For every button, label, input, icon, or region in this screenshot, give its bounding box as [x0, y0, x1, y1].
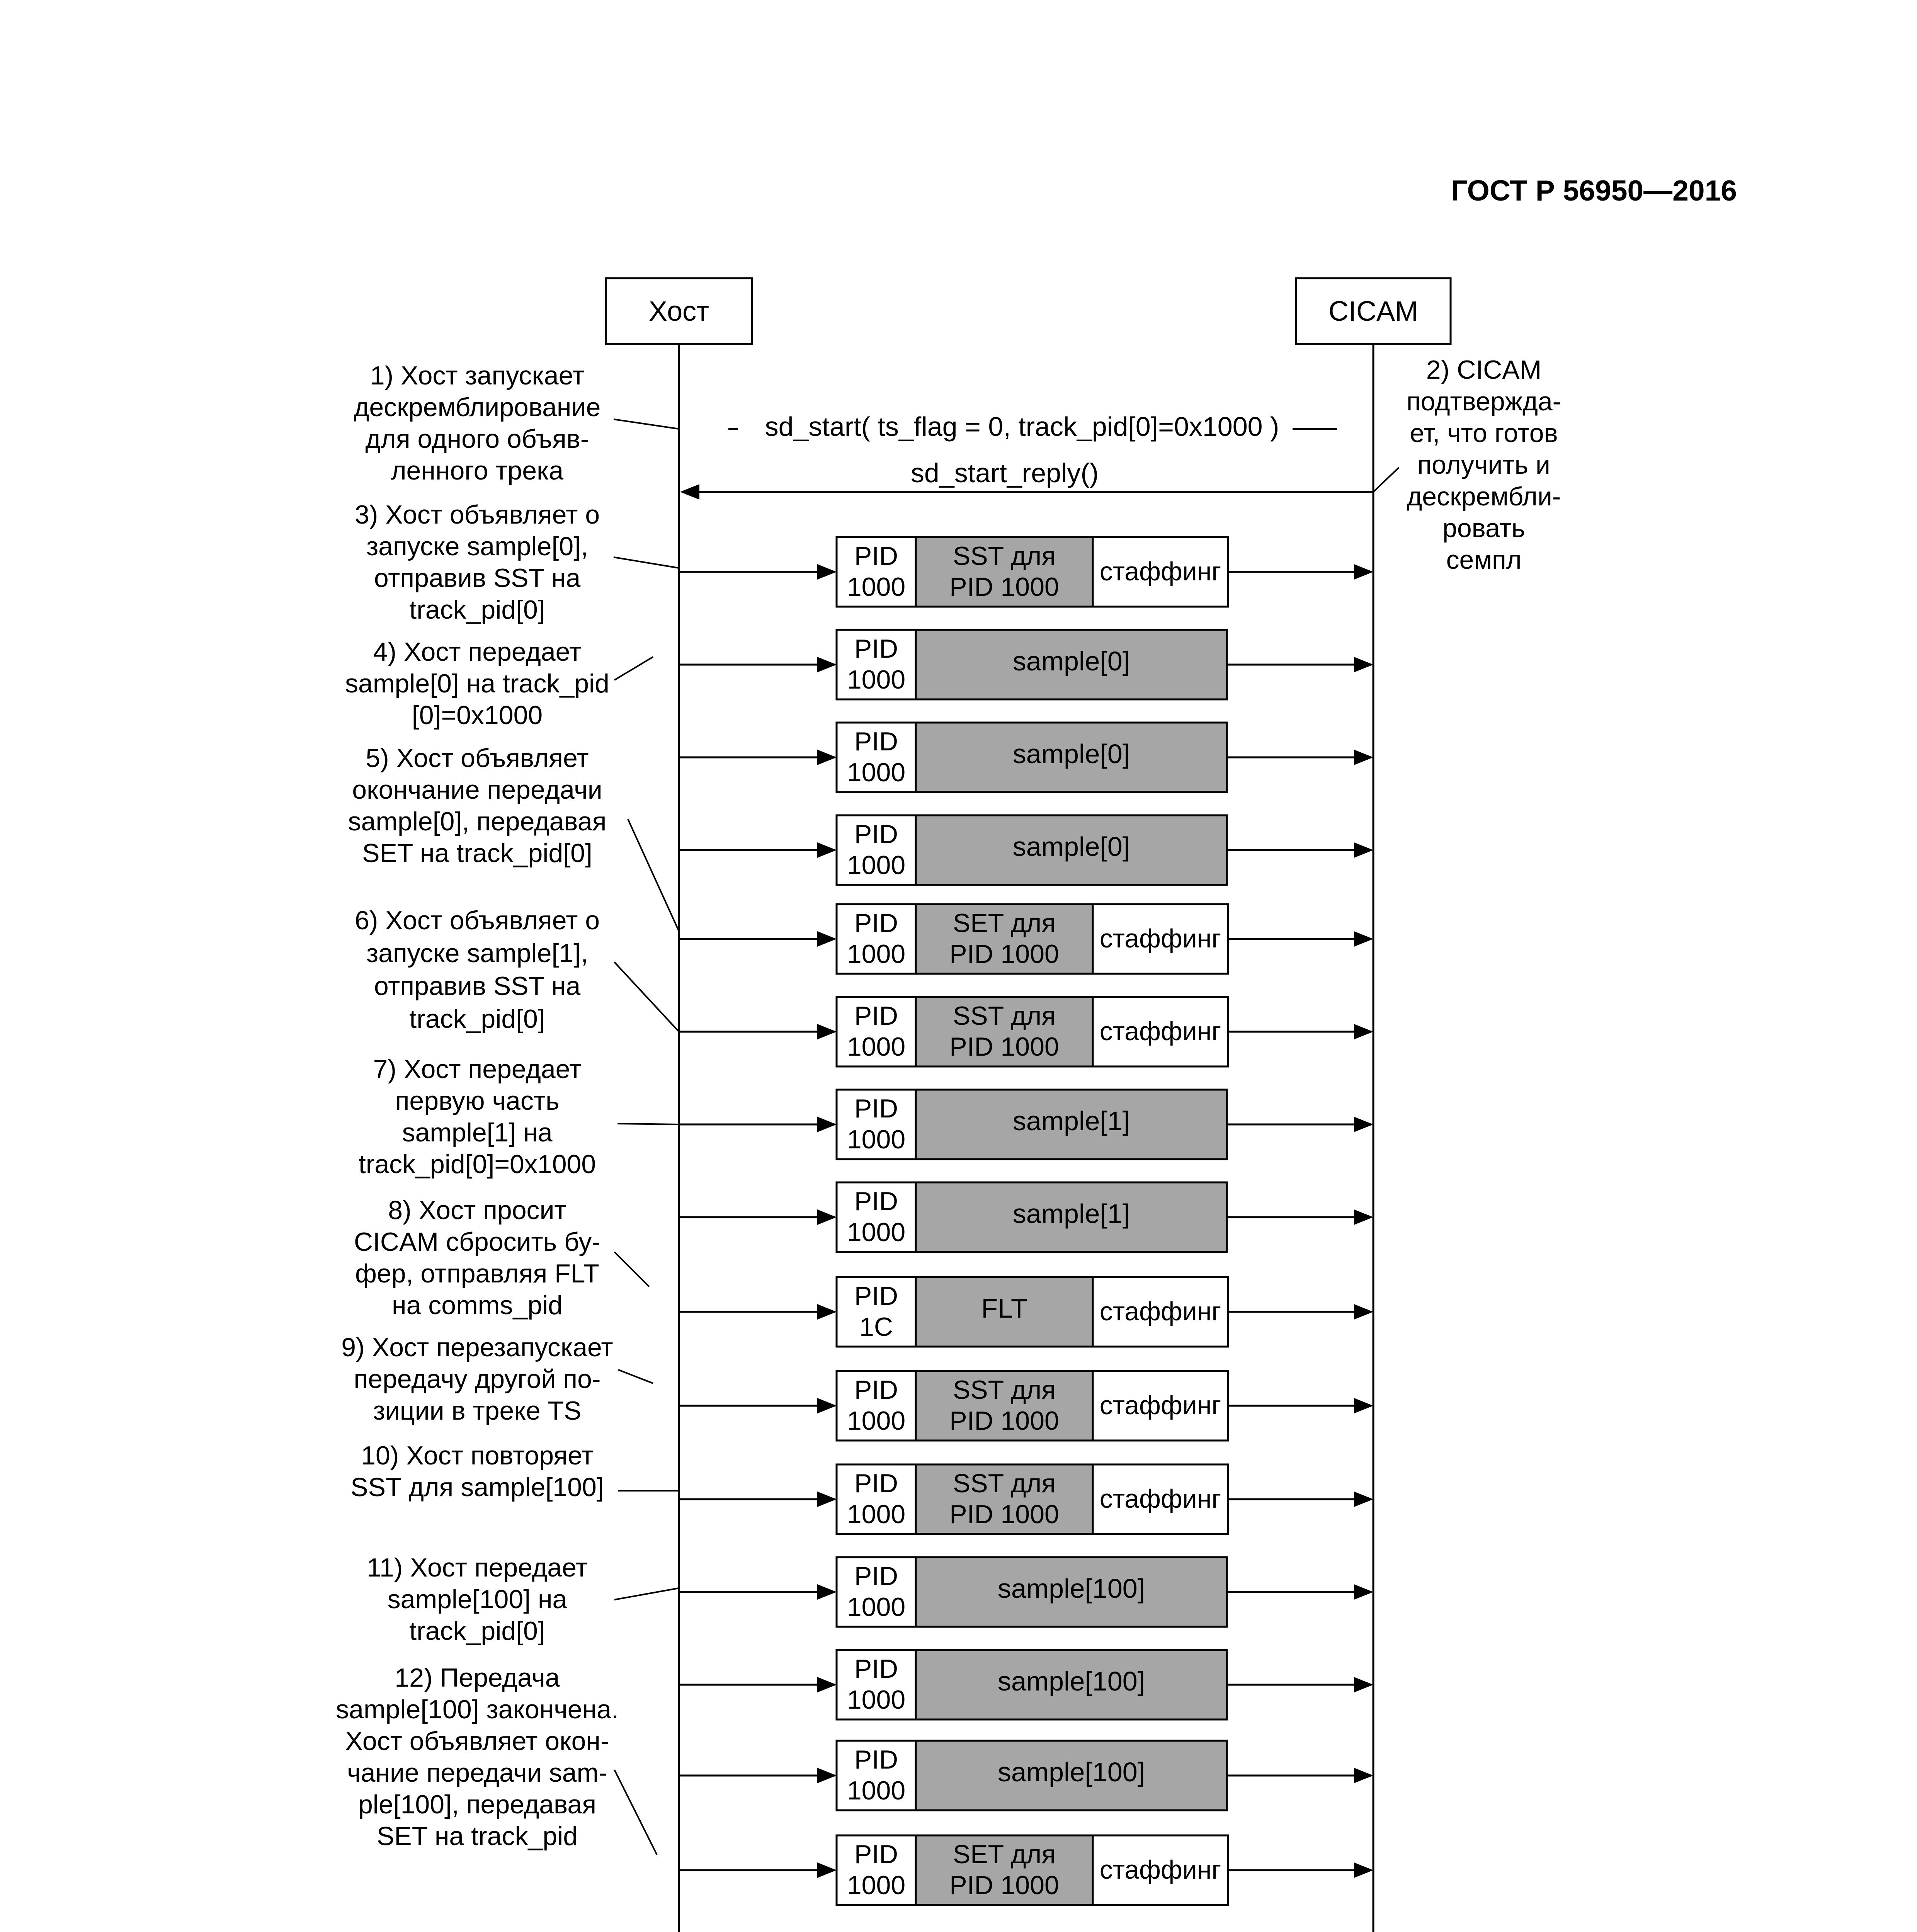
- pid-text: PID: [854, 1654, 898, 1684]
- pid-text: 1000: [847, 1592, 906, 1622]
- pid-text: 1000: [847, 1685, 906, 1714]
- left-annotation: [341, 1333, 613, 1425]
- left-annotation-line: sample[1] на: [402, 1118, 553, 1147]
- packet-row: [679, 630, 1371, 699]
- pid-text: PID: [854, 1561, 898, 1591]
- sd-start-label: sd_start( ts_flag = 0, track_pid[0]=0x1000 ): [765, 412, 1279, 442]
- payload-text: PID 1000: [949, 939, 1059, 969]
- pid-text: 1000: [847, 1776, 906, 1805]
- host-label: Хост: [648, 296, 709, 327]
- pid-text: PID: [854, 541, 898, 571]
- pid-text: 1000: [847, 1125, 906, 1154]
- left-annotation: [355, 906, 600, 1034]
- payload-text: sample[0]: [1012, 646, 1130, 676]
- payload-text: SST для: [953, 1469, 1056, 1498]
- pid-text: PID: [854, 1187, 898, 1216]
- packet-row: [679, 1557, 1371, 1627]
- left-annotation-line: отправив SST на: [374, 563, 581, 593]
- leader-line: [614, 1588, 679, 1600]
- left-annotation-line: первую часть: [395, 1086, 560, 1116]
- packet-row: [679, 1835, 1371, 1905]
- left-annotation-line: 3) Хост объявляет о: [354, 500, 600, 529]
- pid-text: 1000: [847, 1406, 906, 1435]
- left-annotation-line: 10) Хост повторяет: [361, 1441, 594, 1470]
- host-lifeline-header: [606, 278, 752, 344]
- payload-text: SST для: [953, 1375, 1056, 1405]
- leader-line: [1373, 468, 1399, 492]
- pid-text: 1000: [847, 850, 906, 880]
- left-annotation: [359, 1054, 596, 1179]
- leader-line: [618, 1370, 653, 1383]
- right-annotation-line: ровать: [1442, 514, 1525, 543]
- left-annotation-line: SST для sample[100]: [350, 1473, 604, 1502]
- left-annotation-line: track_pid[0]: [409, 595, 545, 624]
- payload-text: sample[100]: [997, 1666, 1145, 1696]
- payload-text: PID 1000: [949, 1871, 1059, 1900]
- right-annotation-line: 2) CICAM: [1426, 355, 1542, 384]
- leader-line: [628, 819, 679, 931]
- pid-text: 1000: [847, 1871, 906, 1900]
- right-annotation-line: дескрембли-: [1407, 482, 1561, 511]
- left-annotation-line: sample[0] на track_pid: [345, 669, 609, 698]
- payload-text: sample[1]: [1012, 1106, 1130, 1136]
- pid-text: 1000: [847, 1500, 906, 1529]
- packet-row: [679, 997, 1371, 1066]
- pid-text: PID: [854, 1840, 898, 1869]
- left-annotation-line: дескремблирование: [354, 393, 601, 422]
- left-annotation-line: ленного трека: [391, 456, 564, 485]
- packet-row: [679, 815, 1371, 885]
- left-annotation-line: SET на track_pid[0]: [362, 838, 592, 868]
- left-annotation-line: на comms_pid: [392, 1291, 563, 1320]
- packet-row: [679, 1650, 1371, 1719]
- left-annotation-line: [0]=0x1000: [412, 701, 543, 730]
- packet-row: [679, 1741, 1371, 1810]
- right-annotation-line: семпл: [1446, 545, 1522, 575]
- left-annotation: [367, 1553, 588, 1646]
- packet-row: [679, 1371, 1371, 1440]
- left-annotation-line: SET на track_pid: [376, 1821, 578, 1851]
- packet-row: [679, 537, 1371, 607]
- left-annotation-line: track_pid[0]=0x1000: [358, 1150, 596, 1179]
- stuffing-text: стаффинг: [1099, 1297, 1221, 1326]
- left-annotation: [345, 637, 609, 730]
- pid-text: PID: [854, 1745, 898, 1774]
- left-annotation: [355, 500, 600, 624]
- left-annotation: [348, 743, 607, 868]
- left-annotation: [354, 1196, 600, 1320]
- left-annotation-line: чание передачи sam-: [347, 1758, 607, 1787]
- payload-text: PID 1000: [949, 1032, 1059, 1061]
- leader-line: [614, 962, 679, 1032]
- left-annotation-line: 4) Хост передает: [373, 637, 582, 667]
- stuffing-text: стаффинг: [1099, 924, 1221, 953]
- right-annotation-line: получить и: [1417, 450, 1550, 480]
- left-annotation: [336, 1663, 619, 1851]
- sd-start-message: [728, 412, 1337, 442]
- left-annotation-line: sample[100] закончена.: [336, 1695, 619, 1724]
- packet-row: [679, 1182, 1371, 1252]
- left-annotation-line: CICAM сбросить бу-: [354, 1227, 601, 1257]
- leader-line: [614, 1770, 657, 1855]
- left-annotation-line: 8) Хост просит: [388, 1196, 566, 1225]
- pid-text: PID: [854, 1001, 898, 1031]
- pid-text: PID: [854, 1375, 898, 1405]
- payload-text: sample[100]: [997, 1757, 1145, 1787]
- left-annotation-line: 5) Хост объявляет: [366, 743, 589, 773]
- payload-text: SST для: [953, 1001, 1056, 1031]
- right-annotations: [1407, 355, 1561, 575]
- right-annotation-line: подтвержда-: [1406, 387, 1561, 416]
- left-annotation-line: sample[100] на: [387, 1585, 567, 1614]
- pid-text: PID: [854, 820, 898, 849]
- pid-text: PID: [854, 1469, 898, 1498]
- left-annotation-line: 9) Хост перезапускает: [341, 1333, 613, 1362]
- pid-text: PID: [854, 634, 898, 663]
- payload-text: SST для: [953, 541, 1056, 571]
- left-annotation: [354, 361, 601, 485]
- sd-start-reply-message: [682, 458, 1373, 492]
- payload-text: PID 1000: [949, 1406, 1059, 1435]
- left-annotation-line: запуске sample[1],: [366, 939, 588, 968]
- stuffing-text: стаффинг: [1099, 1017, 1221, 1046]
- left-annotation-line: фер, отправляя FLT: [355, 1259, 599, 1288]
- left-annotation-line: 1) Хост запускает: [370, 361, 585, 390]
- pid-text: 1000: [847, 939, 906, 969]
- left-annotation-line: отправив SST на: [374, 971, 581, 1001]
- payload-text: SET для: [953, 1840, 1056, 1869]
- sd-start-reply-label: sd_start_reply(): [910, 458, 1099, 488]
- payload-text: PID 1000: [949, 1500, 1059, 1529]
- packet-row: [679, 1090, 1371, 1159]
- left-annotation-line: track_pid[0]: [409, 1616, 545, 1646]
- stuffing-text: стаффинг: [1099, 1484, 1221, 1514]
- left-annotation-line: track_pid[0]: [409, 1004, 545, 1034]
- payload-text: SET для: [953, 908, 1056, 938]
- payload-text: FLT: [981, 1293, 1027, 1323]
- packet-row: [679, 1277, 1371, 1347]
- leader-line: [614, 557, 679, 568]
- pid-text: PID: [854, 908, 898, 938]
- left-annotation-line: передачу другой по-: [354, 1364, 601, 1394]
- leader-line: [614, 419, 679, 429]
- left-annotation-line: 12) Передача: [395, 1663, 560, 1692]
- pid-text: 1000: [847, 1032, 906, 1061]
- payload-text: sample[100]: [997, 1573, 1145, 1604]
- left-annotation-line: Хост объявляет окон-: [345, 1726, 609, 1756]
- cicam-lifeline-header: [1296, 278, 1451, 344]
- right-annotation-line: ет, что готов: [1410, 418, 1558, 448]
- left-annotation-line: 7) Хост передает: [373, 1054, 582, 1084]
- left-annotation-line: зиции в треке TS: [373, 1396, 582, 1425]
- payload-text: PID 1000: [949, 572, 1059, 602]
- left-annotation-line: 11) Хост передает: [367, 1553, 588, 1582]
- stuffing-text: стаффинг: [1099, 1855, 1221, 1884]
- left-annotation-line: окончание передачи: [352, 775, 602, 804]
- left-annotation-line: для одного объяв-: [365, 424, 589, 454]
- payload-text: sample[1]: [1012, 1199, 1130, 1229]
- leader-line: [614, 657, 653, 680]
- cicam-label: CICAM: [1328, 296, 1418, 327]
- pid-text: 1000: [847, 1218, 906, 1247]
- packet-row: [679, 723, 1371, 792]
- left-annotation: [350, 1441, 604, 1502]
- left-annotation-line: sample[0], передавая: [348, 807, 607, 836]
- pid-text: 1000: [847, 572, 906, 602]
- packet-row: [679, 904, 1371, 974]
- packet-row: [679, 1464, 1371, 1534]
- stuffing-text: стаффинг: [1099, 557, 1221, 586]
- pid-text: PID: [854, 1094, 898, 1123]
- pid-text: 1C: [859, 1312, 893, 1342]
- payload-text: sample[0]: [1012, 832, 1130, 862]
- pid-text: 1000: [847, 758, 906, 787]
- left-annotation-line: ple[100], передавая: [358, 1790, 597, 1819]
- left-annotations: [336, 361, 619, 1851]
- document-id-header: ГОСТ Р 56950—2016: [1451, 174, 1737, 207]
- pid-text: PID: [854, 727, 898, 756]
- packet-rows: [679, 537, 1371, 1905]
- left-annotation-line: запуске sample[0],: [366, 532, 588, 561]
- left-annotation-line: 6) Хост объявляет о: [354, 906, 600, 935]
- pid-text: PID: [854, 1281, 898, 1311]
- pid-text: 1000: [847, 665, 906, 694]
- stuffing-text: стаффинг: [1099, 1391, 1221, 1420]
- payload-text: sample[0]: [1012, 739, 1130, 769]
- leader-line: [614, 1252, 649, 1287]
